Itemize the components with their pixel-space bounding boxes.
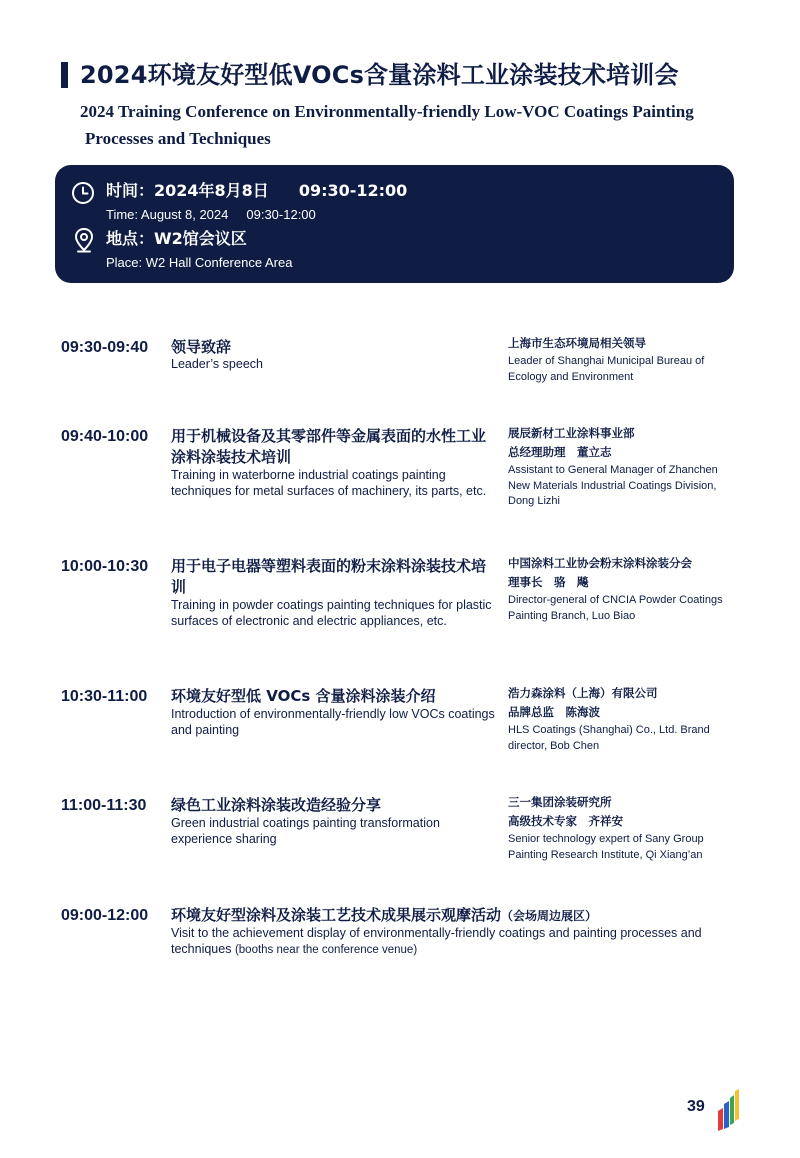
speaker-name-cn: 理事长 骆 飚 <box>508 575 589 589</box>
speaker-org-cn: 展辰新材工业涂料事业部 <box>508 426 635 440</box>
page-title-en-line1: 2024 Training Conference on Environmentally-friendly Low-VOC Coatings Painting <box>80 102 694 121</box>
time-cn <box>106 180 407 202</box>
page-title-cn: 2024环境友好型低VOCs含量涂料工业涂装技术培训会 <box>80 61 679 89</box>
session-title-en-main: Visit to the achievement display of environmentally-friendly coatings and painting processes and techniques <box>171 926 702 956</box>
session-title-cn: 领导致辞 <box>171 338 232 356</box>
session-time: 09:40-10:00 <box>61 428 149 445</box>
session-speaker <box>508 334 738 385</box>
time-range-en: 09:30-12:00 <box>246 207 316 222</box>
session-speaker <box>508 554 738 624</box>
speaker-en: HLS Coatings (Shanghai) Co., Ltd. Brand director, Bob Chen <box>508 724 710 752</box>
session-title-cn: 用于电子电器等塑料表面的粉末涂料涂装技术培训 <box>171 557 487 596</box>
session-title-cn-main: 环境友好型涂料及涂装工艺技术成果展示观摩活动 <box>171 906 502 924</box>
speaker-en: Assistant to General Manager of Zhanchen New Materials Industrial Coatings Division, Dong Lizhi <box>508 464 718 507</box>
speaker-org-cn: 上海市生态环境局相关领导 <box>508 336 646 350</box>
speaker-org-cn: 三一集团涂装研究所 <box>508 795 612 809</box>
speaker-en: Senior technology expert of Sany Group Painting Research Institute, Qi Xiang’an <box>508 833 704 861</box>
session-title-cn-note: （会场周边展区） <box>501 909 598 923</box>
speaker-org-cn: 浩力森涂料（上海）有限公司 <box>508 686 658 700</box>
speaker-name-cn: 高级技术专家 齐祥安 <box>508 814 623 828</box>
speaker-en: Leader of Shanghai Municipal Bureau of Ecology and Environment <box>508 355 705 383</box>
place-en: Place: W2 Hall Conference Area <box>106 255 293 270</box>
session-title-en: Training in powder coatings painting techniques for plastic surfaces of electronic and electric appliances, etc. <box>171 598 492 628</box>
session-title-en: Leader’s speech <box>171 357 263 371</box>
session-speaker <box>508 793 738 863</box>
speaker-name-cn: 总经理助理 董立志 <box>508 445 612 459</box>
session-title-en-note: (booths near the conference venue) <box>234 943 418 956</box>
session-title-cn: 环境友好型低 VOCs 含量涂料涂装介绍 <box>171 687 436 705</box>
page-title-en-line2: Processes and Techniques <box>85 129 271 148</box>
session-title-cn <box>171 905 731 927</box>
session-time: 09:00-12:00 <box>61 907 149 924</box>
session-title-cn: 用于机械设备及其零部件等金属表面的水性工业涂料涂装技术培训 <box>171 427 487 466</box>
session-time: 09:30-09:40 <box>61 339 149 356</box>
clock-icon <box>71 181 95 205</box>
session-time: 10:00-10:30 <box>61 558 149 575</box>
logo <box>716 1089 740 1131</box>
time-en <box>106 206 316 224</box>
session-speaker <box>508 684 738 754</box>
session-title-en: Green industrial coatings painting transformation experience sharing <box>171 816 440 846</box>
speaker-name-cn: 品牌总监 陈海波 <box>508 705 600 719</box>
time-date-en: Time: August 8, 2024 <box>106 207 229 222</box>
session-time: 10:30-11:00 <box>61 688 148 705</box>
session-title-en: Introduction of environmentally-friendly low VOCs coatings and painting <box>171 707 495 737</box>
session-time: 11:00-11:30 <box>61 797 147 814</box>
page-title-en <box>80 98 740 152</box>
speaker-en: Director-general of CNCIA Powder Coatings Painting Branch, Luo Biao <box>508 594 723 622</box>
place-cn: 地点：W2馆会议区 <box>106 229 247 248</box>
location-pin-icon <box>73 227 97 251</box>
time-date-cn: 时间：2024年8月8日 <box>106 181 269 200</box>
event-info-box <box>55 165 734 283</box>
session-title-cn: 绿色工业涂料涂装改造经验分享 <box>171 796 382 814</box>
time-range-cn: 09:30-12:00 <box>298 181 408 200</box>
session-title-en: Training in waterborne industrial coatings painting techniques for metal surfaces of machinery, its parts, etc. <box>171 468 487 498</box>
page-number: 39 <box>687 1098 705 1115</box>
session-speaker <box>508 424 738 510</box>
speaker-org-cn: 中国涂料工业协会粉末涂料涂装分会 <box>508 556 692 570</box>
session-title-en <box>171 926 736 958</box>
title-accent-bar <box>61 62 68 88</box>
